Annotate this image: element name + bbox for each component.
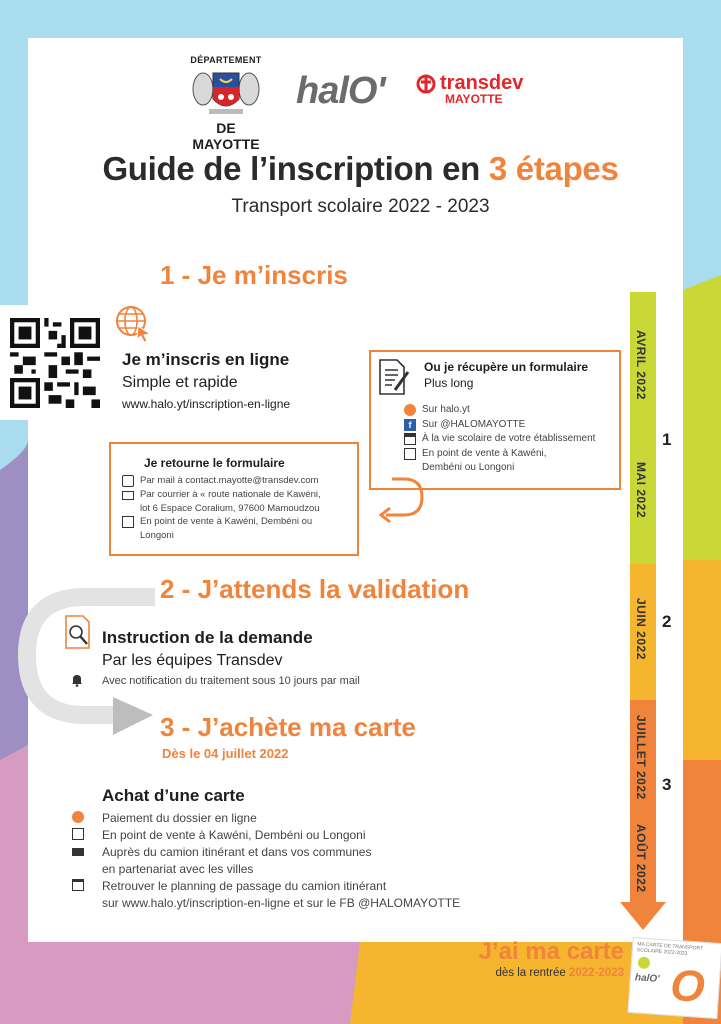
title-highlight: 3 étapes	[488, 150, 619, 187]
purchase-item	[72, 861, 532, 878]
halo-logo-text: halO'	[296, 70, 385, 112]
spacer-icon	[122, 530, 134, 542]
return-item-text: En point de vente à Kawéni, Dembéni ou	[140, 516, 313, 528]
card-dot-icon	[638, 956, 651, 969]
return-title: Je retourne le formulaire	[144, 456, 285, 470]
bell-icon	[70, 673, 84, 687]
footer-content	[440, 938, 624, 979]
footer-title: J’ai ma carte	[478, 938, 624, 965]
timeline-label-juin: JUIN 2022	[634, 598, 648, 660]
form-item-text: Sur halo.yt	[422, 404, 470, 415]
form-items	[404, 403, 619, 476]
footer-sub-prefix: dès la rentrée	[495, 967, 569, 979]
timeline-arrow-icon	[620, 902, 666, 932]
purchase-item	[72, 878, 532, 895]
form-item-text: Sur @HALOMAYOTTE	[422, 418, 526, 430]
form-document-icon	[377, 358, 411, 396]
step2-content	[102, 628, 360, 687]
return-item	[122, 502, 354, 516]
online-title: Je m’inscris en ligne	[122, 350, 290, 369]
return-item	[122, 474, 354, 488]
step1-heading: 1 - Je m’inscris	[160, 260, 348, 290]
spacer-icon	[72, 862, 84, 874]
return-item-text: lot 6 Espace Coralium, 97600 Mamoudzou	[140, 502, 320, 514]
form-item-text: À la vie scolaire de votre établissement	[422, 433, 596, 444]
halo-logo	[296, 70, 385, 113]
truck-icon	[72, 848, 84, 856]
return-arrow-icon	[376, 475, 436, 535]
mail-at-icon	[122, 475, 134, 487]
globe-cursor-icon	[114, 304, 154, 344]
title-main: Guide de l’inscription en	[102, 150, 489, 187]
timeline-label-juillet: JUILLET 2022	[634, 715, 648, 800]
footer-subtitle	[440, 967, 624, 979]
transdev-sub: MAYOTTE	[445, 92, 503, 106]
spacer-icon	[122, 503, 134, 515]
timeline-number-3: 3	[662, 775, 672, 794]
shop-icon	[72, 828, 84, 840]
timeline-label-mai: MAI 2022	[634, 462, 648, 519]
step2-note: Avec notification du traitement sous 10 jours par mail	[102, 675, 360, 687]
qr-code-icon[interactable]	[10, 318, 100, 408]
purchase-item-text: Paiement du dossier en ligne	[102, 811, 257, 825]
purchase-item-text: En point de vente à Kawéni, Dembéni ou Longoni	[102, 828, 366, 843]
online-url-link[interactable]: www.halo.yt/inscription-en-ligne	[122, 397, 291, 411]
return-item	[122, 529, 354, 543]
purchase-item-text: Auprès du camion itinérant et dans vos communes	[102, 845, 372, 860]
envelope-icon	[122, 491, 134, 500]
return-box-content	[122, 456, 354, 543]
page-subtitle: Transport scolaire 2022 - 2023	[231, 196, 490, 217]
purchase-item	[72, 895, 532, 912]
step2-heading: 2 - J’attends la validation	[160, 574, 470, 604]
form-item	[404, 461, 619, 476]
timeline-number-2: 2	[662, 612, 672, 631]
step2-subtitle: Par les équipes Transdev	[102, 652, 283, 669]
timeline-label-aout: AOÛT 2022	[634, 824, 648, 893]
spacer-icon	[72, 896, 84, 908]
web-icon	[72, 811, 84, 823]
form-title: Ou je récupère un formulaire	[424, 360, 589, 374]
return-item	[122, 515, 354, 529]
form-subtitle: Plus long	[424, 376, 474, 390]
step3-date: Dès le 04 juillet 2022	[162, 746, 289, 761]
school-icon	[404, 433, 416, 445]
card-big-o-icon: O	[668, 960, 707, 1013]
purchase-item-text: Retrouver le planning de passage du camion itinérant	[102, 879, 387, 894]
timeline-number-1: 1	[662, 430, 672, 449]
timeline-label-avril: AVRIL 2022	[634, 330, 648, 400]
form-item-text: Dembéni ou Longoni	[422, 462, 515, 473]
form-item-text: En point de vente à Kawéni,	[422, 447, 547, 459]
department-logo-top: DÉPARTEMENT	[190, 55, 262, 65]
card-text: MA CARTE DE TRANSPORT SCOLAIRE 2022-2023	[636, 941, 704, 957]
purchase-item	[72, 844, 532, 861]
calendar-icon	[72, 879, 84, 891]
magnifier-document-icon	[63, 614, 93, 650]
shop-icon	[404, 448, 416, 460]
form-box-content	[424, 360, 619, 390]
transport-card-image	[627, 937, 721, 1019]
step3-heading: 3 - J’achète ma carte	[160, 712, 416, 742]
form-item	[404, 432, 619, 447]
page-title	[0, 150, 721, 188]
form-item	[404, 418, 619, 433]
footer-sub-year: 2022-2023	[569, 967, 624, 979]
step3-title: Achat d’une carte	[102, 786, 245, 805]
card-logo: halO'	[634, 972, 660, 985]
step2-title: Instruction de la demande	[102, 628, 313, 647]
facebook-icon: f	[404, 419, 416, 431]
department-logo	[186, 55, 266, 152]
online-subtitle: Simple et rapide	[122, 374, 238, 391]
return-item	[122, 488, 354, 502]
step3-content	[72, 786, 532, 912]
transdev-logo	[415, 72, 523, 106]
transdev-name: transdev	[440, 72, 524, 94]
online-signup	[122, 350, 290, 411]
purchase-item-text: sur www.halo.yt/inscription-en-ligne et sur le FB @HALOMAYOTTE	[102, 896, 461, 911]
purchase-item	[72, 810, 532, 827]
purchase-item	[72, 827, 532, 844]
form-item	[404, 403, 619, 418]
form-item	[404, 447, 619, 462]
spacer-icon	[404, 462, 416, 474]
return-item-text: Longoni	[140, 530, 174, 542]
department-crest-icon	[191, 67, 261, 117]
department-logo-bottom: DE MAYOTTE	[192, 120, 260, 152]
return-item-text: Par mail à contact.mayotte@transdev.com	[140, 475, 319, 486]
transdev-icon	[415, 73, 437, 95]
shop-icon	[122, 516, 134, 528]
purchase-item-text: en partenariat avec les villes	[102, 862, 254, 877]
web-icon	[404, 404, 416, 416]
return-item-text: Par courrier à « route nationale de Kawéni,	[140, 488, 321, 500]
